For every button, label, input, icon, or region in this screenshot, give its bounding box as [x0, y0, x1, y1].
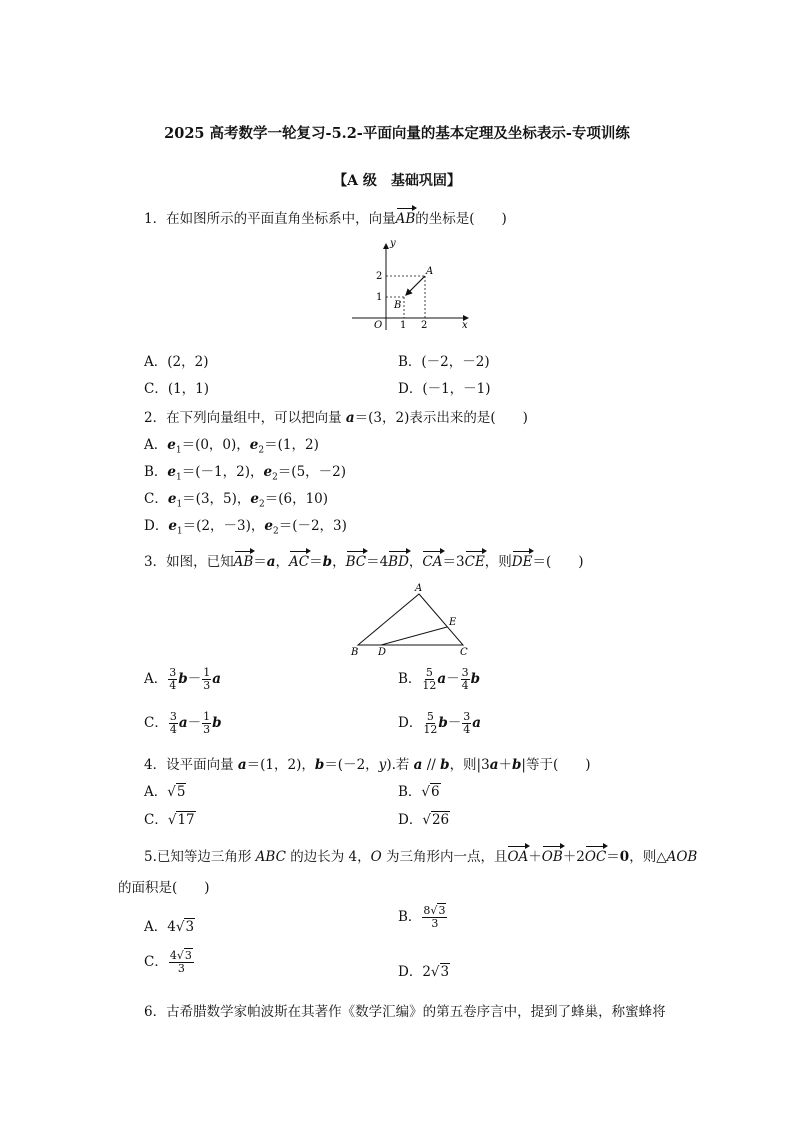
q4-option-b[interactable]: B．√6: [398, 784, 440, 800]
origin-label: O: [374, 320, 383, 331]
q5-option-b[interactable]: B． $\frac{8√3}{3}$: [398, 904, 446, 930]
q2-text-pre: 2．在下列向量组中，可以把向量: [144, 410, 346, 426]
q4-option-d[interactable]: D．√26: [398, 812, 450, 828]
q5-option-c[interactable]: C． $\frac{4√3}{3}$: [144, 949, 192, 975]
page-title: 2025 高考数学一轮复习-5.2-平面向量的基本定理及坐标表示-专项训练: [164, 125, 630, 142]
q1-option-b[interactable]: B．(－2，－2): [398, 354, 490, 370]
point-e-label: E: [449, 617, 457, 628]
question-2: [144, 406, 528, 426]
q2-option-c[interactable]: C．$e_1=(3$，5)，$e_2=(6$，10): [144, 491, 329, 510]
q3-triangle-figure: [348, 580, 476, 658]
q1-option-d[interactable]: D．(－1，－1): [398, 381, 491, 397]
q3-option-a[interactable]: A． $\frac{3}{4}$ b－ $\frac{1}{3}$ a: [144, 666, 221, 692]
q1-option-a[interactable]: A．(2，2): [144, 354, 209, 370]
q2-text-post: ＝(3，2)表示出来的是( ): [354, 410, 528, 426]
q1-option-c[interactable]: C．(1，1): [144, 381, 210, 397]
q2-option-d[interactable]: D．$e_1=(2$，－3)，$e_2=(-2$，3): [144, 518, 347, 537]
q1-text-pre: 1．在如图所示的平面直角坐标系中，向量: [144, 211, 396, 227]
question-1: [144, 207, 507, 227]
q2-option-b[interactable]: B．$e_1=(-1$，2)，$e_2=(5$，－2): [144, 464, 347, 483]
x-tick-1: 1: [400, 320, 407, 331]
q1-coordinate-figure: [348, 238, 476, 334]
question-6: 6．古希腊数学家帕波斯在其著作《数学汇编》的第五卷序言中，提到了蜂巢，称蜜蜂将: [144, 1004, 666, 1020]
q3-option-b[interactable]: B． $\frac{5}{12}$ a－ $\frac{3}{4}$ b: [398, 666, 481, 692]
q5-option-a[interactable]: A．4√3: [144, 919, 195, 935]
q2-vector-a: a: [345, 410, 355, 426]
q1-text-post: 的坐标是( ): [415, 211, 507, 227]
q4-option-a[interactable]: A．√5: [144, 784, 186, 800]
q2-option-a[interactable]: A．$e_1=(0$，0)，$e_2=(1$，2): [144, 437, 319, 456]
q5-option-d[interactable]: D．2√3: [398, 964, 450, 980]
point-d-label: D: [378, 647, 387, 658]
section-heading: 【A 级 基础巩固】: [333, 173, 461, 189]
point-a-label: A: [426, 266, 434, 277]
vector-ab-arrow: [406, 276, 425, 295]
question-5: 5.已知等边三角形 ABC 的边长为 4，O 为三角形内一点，且OA＋OB＋2OC＝0，则△AOB: [144, 849, 698, 865]
point-b-label: B: [394, 300, 402, 311]
point-c-label: C: [460, 647, 468, 658]
question-5-continued: 的面积是( ): [118, 880, 210, 896]
q3-option-d[interactable]: D． $\frac{5}{12}$ b－ $\frac{3}{4}$ a: [398, 710, 482, 736]
q1-vector-ab: AB: [395, 211, 416, 227]
segment-de: [381, 627, 447, 645]
y-tick-2: 2: [376, 271, 383, 282]
point-a-label: A: [415, 583, 423, 594]
y-tick-1: 1: [376, 292, 383, 303]
y-axis-label: y: [390, 238, 396, 249]
q3-option-c[interactable]: C． $\frac{3}{4}$ a－ $\frac{1}{3}$ b: [144, 710, 222, 736]
x-axis-label: x: [462, 320, 468, 331]
question-4: 4．设平面向量 a＝(1，2)，b＝(－2，y).若 a // b，则|3a＋b|等于( ): [144, 757, 591, 773]
x-tick-2: 2: [421, 320, 428, 331]
q4-option-c[interactable]: C．√17: [144, 812, 195, 828]
point-b-label: B: [351, 647, 359, 658]
question-3: 3．如图，已知AB＝a，AC＝b，BC＝4BD，CA＝3CE，则DE＝( ): [144, 554, 584, 570]
